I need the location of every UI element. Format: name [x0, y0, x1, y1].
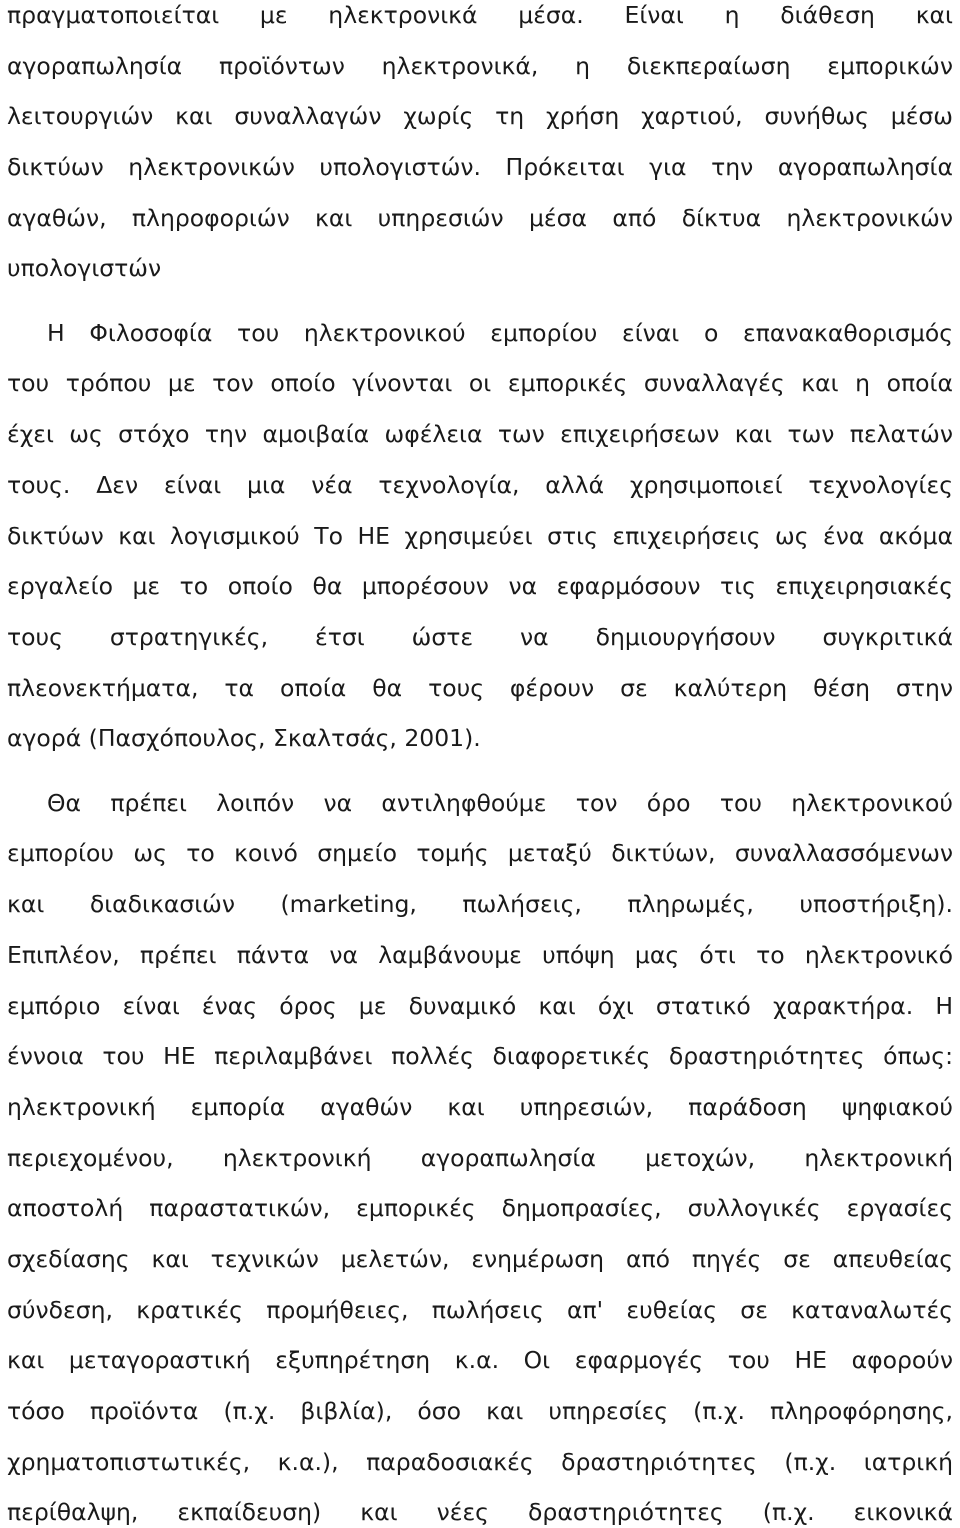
text-line: εμπόριο είναι ένας όρος με δυναμικό και όχι στατικό χαρακτήρα. Η: [7, 992, 953, 1020]
text-line: Η Φιλοσοφία του ηλεκτρονικού εμπορίου είναι ο επανακαθορισμός: [47, 319, 953, 347]
text-line: αποστολή παραστατικών, εμπορικές δημοπρασίες, συλλογικές εργασίες: [7, 1194, 953, 1222]
text-line: και μεταγοραστική εξυπηρέτηση κ.α. Οι εφαρμογές του ΗΕ αφορούν: [7, 1346, 953, 1374]
text-line: πλεονεκτήματα, τα οποία θα τους φέρουν σε καλύτερη θέση στην: [7, 674, 953, 702]
text-line: περιεχομένου, ηλεκτρονική αγοραπωλησία μετοχών, ηλεκτρονική: [7, 1144, 953, 1172]
text-line: εργαλείο με το οποίο θα μπορέσουν να εφαρμόσουν τις επιχειρησιακές: [7, 572, 953, 600]
text-line: τόσο προϊόντα (π.χ. βιβλία), όσο και υπηρεσίες (π.χ. πληροφόρησης,: [7, 1397, 953, 1425]
text-line: αγοραπωλησία προϊόντων ηλεκτρονικά, η διεκπεραίωση εμπορικών: [7, 52, 953, 80]
text-line: λειτουργιών και συναλλαγών χωρίς τη χρήση χαρτιού, συνήθως μέσω: [7, 102, 953, 130]
text-line: υπολογιστών: [7, 254, 162, 282]
text-line: τους στρατηγικές, έτσι ώστε να δημιουργήσουν συγκριτικά: [7, 623, 953, 651]
text-line: έχει ως στόχο την αμοιβαία ωφέλεια των επιχειρήσεων και των πελατών: [7, 420, 953, 448]
text-line: ηλεκτρονική εμπορία αγαθών και υπηρεσιών, παράδοση ψηφιακού: [7, 1093, 953, 1121]
text-line: δικτύων και λογισμικού Το ΗΕ χρησιμεύει στις επιχειρήσεις ως ένα ακόμα: [7, 522, 953, 550]
text-line: έννοια του ΗΕ περιλαμβάνει πολλές διαφορετικές δραστηριότητες όπως:: [7, 1042, 953, 1070]
text-line: χρηματοπιστωτικές, κ.α.), παραδοσιακές δραστηριότητες (π.χ. ιατρική: [7, 1448, 953, 1476]
text-line: και διαδικασιών (marketing, πωλήσεις, πληρωμές, υποστήριξη).: [7, 890, 953, 918]
text-line: τους. Δεν είναι μια νέα τεχνολογία, αλλά χρησιμοποιεί τεχνολογίες: [7, 471, 953, 499]
text-line: εμπορίου ως το κοινό σημείο τομής μεταξύ δικτύων, συναλλασσόμενων: [7, 839, 953, 867]
text-line: Θα πρέπει λοιπόν να αντιληφθούμε τον όρο του ηλεκτρονικού: [47, 789, 953, 817]
text-line: Επιπλέον, πρέπει πάντα να λαμβάνουμε υπόψη μας ότι το ηλεκτρονικό: [7, 941, 953, 969]
text-line: σύνδεση, κρατικές προμήθειες, πωλήσεις απ' ευθείας σε καταναλωτές: [7, 1296, 953, 1324]
text-line: αγορά (Πασχόπουλος, Σκαλτσάς, 2001).: [7, 724, 481, 752]
text-line: δικτύων ηλεκτρονικών υπολογιστών. Πρόκειται για την αγοραπωλησία: [7, 153, 953, 181]
text-line: αγαθών, πληροφοριών και υπηρεσιών μέσα από δίκτυα ηλεκτρονικών: [7, 204, 953, 232]
text-line: πραγματοποιείται με ηλεκτρονικά μέσα. Είναι η διάθεση και: [7, 1, 953, 29]
text-line: σχεδίασης και τεχνικών μελετών, ενημέρωση από πηγές σε απευθείας: [7, 1245, 953, 1273]
text-line: περίθαλψη, εκπαίδευση) και νέες δραστηριότητες (π.χ. εικονικά: [7, 1498, 953, 1526]
text-line: του τρόπου με τον οποίο γίνονται οι εμπορικές συναλλαγές και η οποία: [7, 369, 953, 397]
